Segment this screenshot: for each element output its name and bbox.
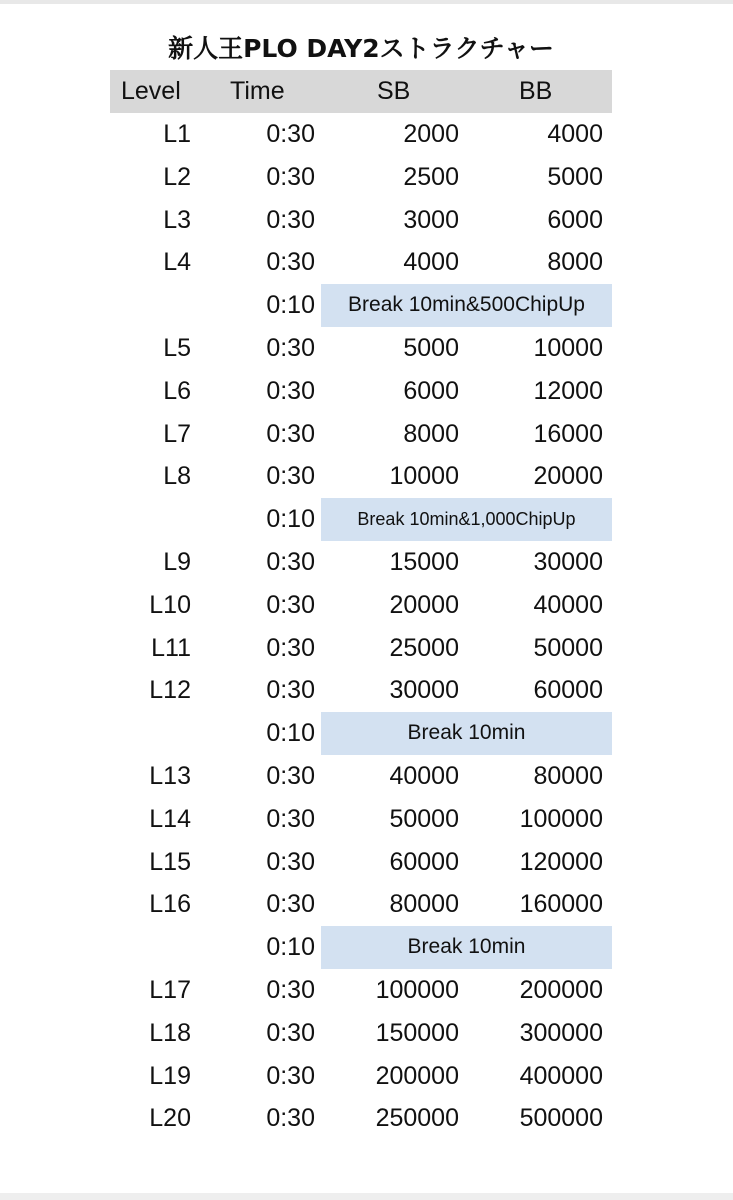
time-cell: 0:30: [266, 333, 315, 362]
level-cell: L13: [149, 761, 191, 790]
table-row: [0, 370, 733, 413]
bb-cell: 60000: [533, 676, 603, 705]
level-cell: L9: [163, 547, 191, 576]
structure-table-body: [0, 113, 733, 1140]
level-cell: L2: [163, 162, 191, 191]
break-row: [0, 926, 733, 969]
bb-cell: 500000: [519, 1104, 603, 1133]
time-cell: 0:30: [266, 547, 315, 576]
time-cell: 0:30: [266, 590, 315, 619]
table-row: [0, 755, 733, 798]
time-cell: 0:30: [266, 761, 315, 790]
bb-cell: 200000: [519, 975, 603, 1004]
time-cell: 0:10: [266, 719, 315, 748]
header-time: Time: [230, 77, 285, 105]
time-cell: 0:30: [266, 376, 315, 405]
bb-cell: 20000: [533, 462, 603, 491]
table-row: [0, 1097, 733, 1140]
level-cell: L14: [149, 804, 191, 833]
time-cell: 0:30: [266, 248, 315, 277]
level-cell: L19: [149, 1061, 191, 1090]
table-row: [0, 798, 733, 841]
bb-cell: 100000: [519, 804, 603, 833]
bb-cell: 30000: [533, 547, 603, 576]
time-cell: 0:30: [266, 1018, 315, 1047]
time-cell: 0:30: [266, 419, 315, 448]
sb-cell: 8000: [403, 419, 459, 448]
sb-cell: 2000: [403, 120, 459, 148]
bb-cell: 6000: [547, 205, 603, 234]
sb-cell: 10000: [389, 462, 459, 491]
bb-cell: 4000: [547, 120, 603, 148]
time-cell: 0:30: [266, 847, 315, 876]
break-row: [0, 712, 733, 755]
level-cell: L18: [149, 1018, 191, 1047]
table-row: [0, 413, 733, 456]
level-cell: L4: [163, 248, 191, 277]
break-label: Break 10min: [321, 926, 612, 969]
time-cell: 0:10: [266, 933, 315, 962]
bb-cell: 8000: [547, 248, 603, 277]
bb-cell: 5000: [547, 162, 603, 191]
sb-cell: 50000: [389, 804, 459, 833]
level-cell: L17: [149, 975, 191, 1004]
bb-cell: 160000: [519, 890, 603, 919]
table-row: [0, 669, 733, 712]
level-cell: L16: [149, 890, 191, 919]
time-cell: 0:30: [266, 975, 315, 1004]
table-row: [0, 841, 733, 884]
table-row: [0, 199, 733, 242]
bb-cell: 16000: [533, 419, 603, 448]
table-row: [0, 156, 733, 199]
time-cell: 0:30: [266, 120, 315, 148]
time-cell: 0:30: [266, 205, 315, 234]
bottom-border: [0, 1193, 733, 1200]
time-cell: 0:30: [266, 1061, 315, 1090]
level-cell: L12: [149, 676, 191, 705]
time-cell: 0:10: [266, 291, 315, 320]
bb-cell: 40000: [533, 590, 603, 619]
bb-cell: 80000: [533, 761, 603, 790]
sb-cell: 4000: [403, 248, 459, 277]
time-cell: 0:30: [266, 462, 315, 491]
table-row: [0, 627, 733, 670]
level-cell: L7: [163, 419, 191, 448]
sb-cell: 5000: [403, 333, 459, 362]
time-cell: 0:30: [266, 162, 315, 191]
table-row: [0, 1012, 733, 1055]
sb-cell: 100000: [375, 975, 459, 1004]
table-row: [0, 969, 733, 1012]
header-sb: SB: [377, 77, 411, 105]
sb-cell: 80000: [389, 890, 459, 919]
time-cell: 0:30: [266, 1104, 315, 1133]
sb-cell: 20000: [389, 590, 459, 619]
table-row: [0, 883, 733, 926]
sb-cell: 40000: [389, 761, 459, 790]
level-cell: L3: [163, 205, 191, 234]
time-cell: 0:10: [266, 505, 315, 534]
level-cell: L6: [163, 376, 191, 405]
table-header: [110, 70, 612, 113]
table-row: [0, 541, 733, 584]
level-cell: L10: [149, 590, 191, 619]
header-level: Level: [121, 77, 181, 105]
break-label: Break 10min&500ChipUp: [321, 284, 612, 327]
break-row: [0, 284, 733, 327]
bb-cell: 12000: [533, 376, 603, 405]
table-row: [0, 241, 733, 284]
sb-cell: 30000: [389, 676, 459, 705]
level-cell: L20: [149, 1104, 191, 1133]
level-cell: L8: [163, 462, 191, 491]
page-title: 新人王PLO DAY2ストラクチャー: [168, 34, 554, 63]
bb-cell: 120000: [519, 847, 603, 876]
sb-cell: 3000: [403, 205, 459, 234]
top-border: [0, 0, 733, 4]
table-row: [0, 1055, 733, 1098]
time-cell: 0:30: [266, 890, 315, 919]
level-cell: L15: [149, 847, 191, 876]
sb-cell: 2500: [403, 162, 459, 191]
table-row: [0, 113, 733, 156]
table-row: [0, 455, 733, 498]
table-row: [0, 584, 733, 627]
level-cell: L11: [151, 633, 191, 662]
time-cell: 0:30: [266, 804, 315, 833]
bb-cell: 400000: [519, 1061, 603, 1090]
break-row: [0, 498, 733, 541]
time-cell: 0:30: [266, 633, 315, 662]
time-cell: 0:30: [266, 676, 315, 705]
header-bb: BB: [519, 77, 553, 105]
break-label: Break 10min&1,000ChipUp: [321, 498, 612, 541]
level-cell: L5: [163, 333, 191, 362]
break-label: Break 10min: [321, 712, 612, 755]
sb-cell: 25000: [389, 633, 459, 662]
level-cell: L1: [163, 120, 191, 148]
sb-cell: 150000: [375, 1018, 459, 1047]
bb-cell: 300000: [519, 1018, 603, 1047]
sb-cell: 200000: [375, 1061, 459, 1090]
sb-cell: 15000: [389, 547, 459, 576]
bb-cell: 50000: [533, 633, 603, 662]
bb-cell: 10000: [533, 333, 603, 362]
sb-cell: 250000: [375, 1104, 459, 1133]
table-row: [0, 327, 733, 370]
sb-cell: 6000: [403, 376, 459, 405]
sb-cell: 60000: [389, 847, 459, 876]
